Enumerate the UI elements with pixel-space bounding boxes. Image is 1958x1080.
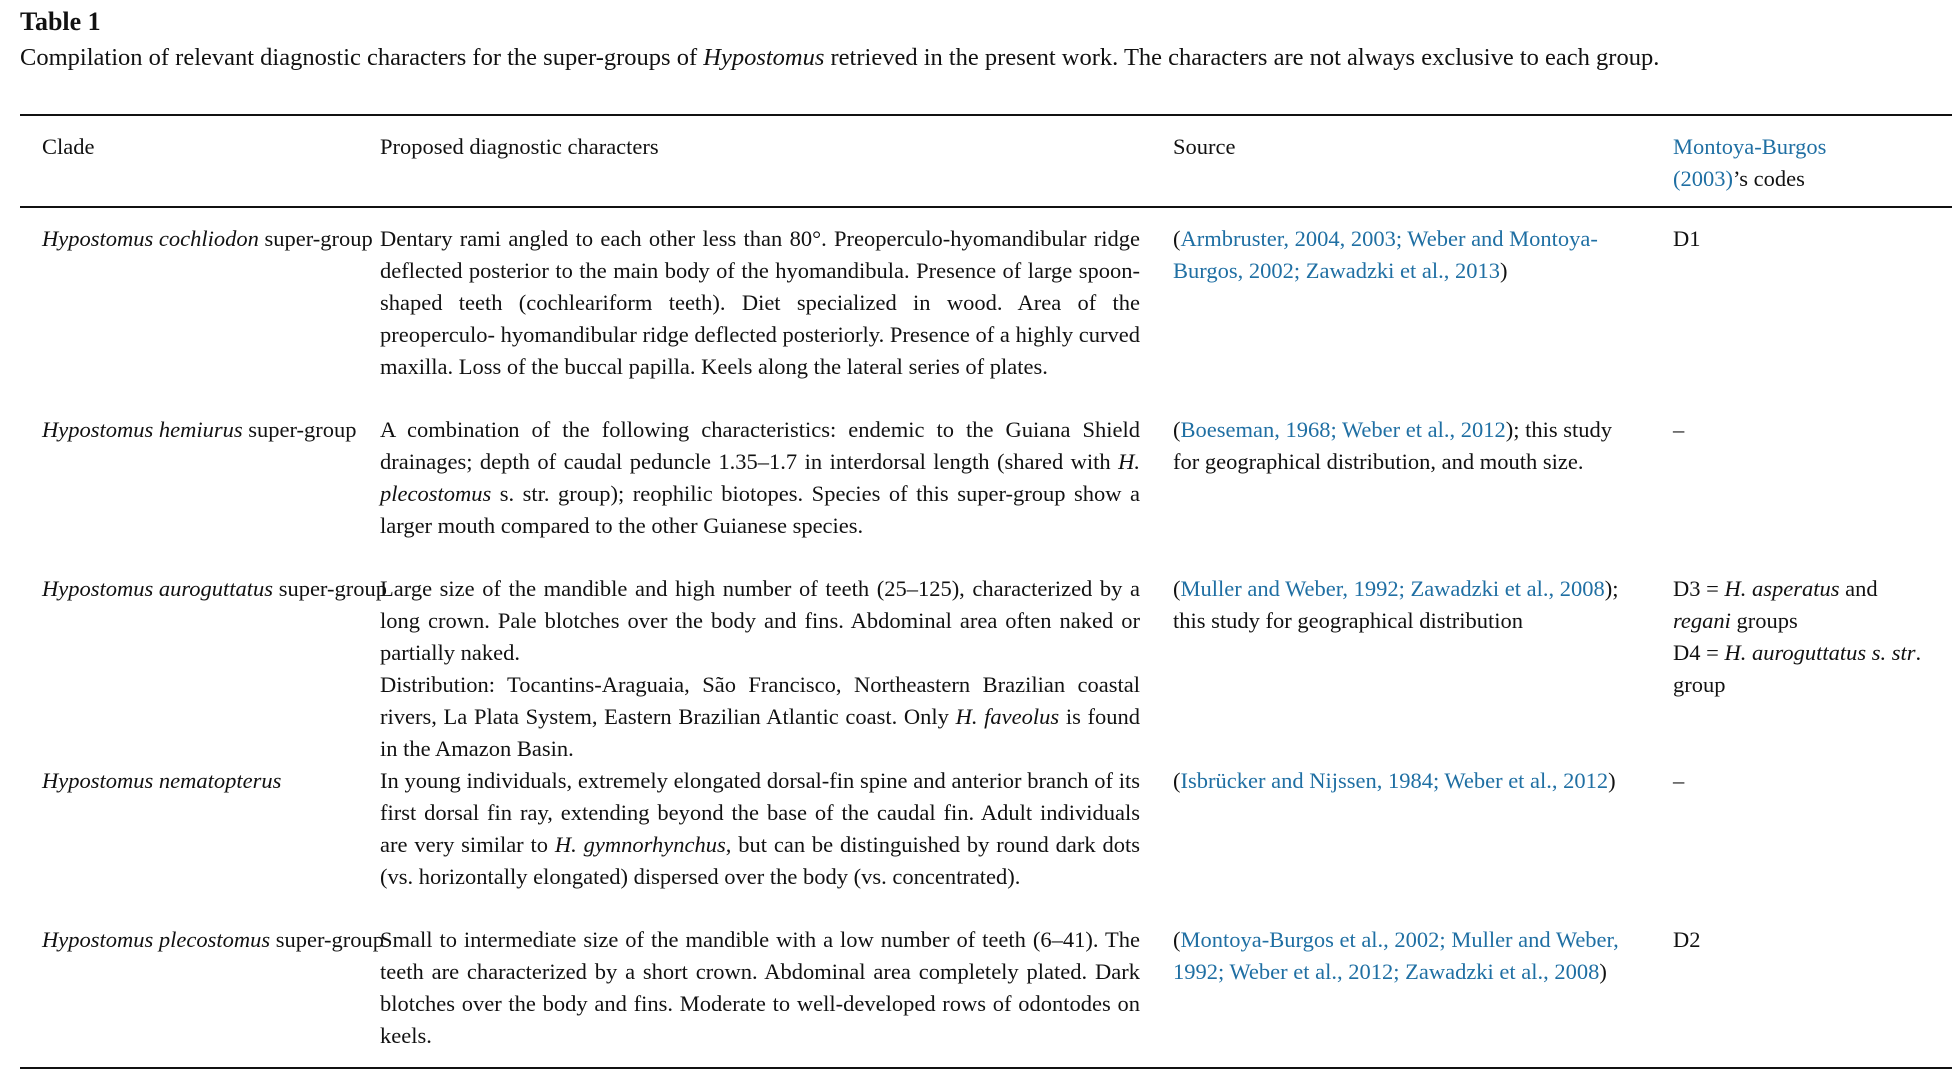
row-3-code-d3-group: regani (1673, 608, 1731, 633)
row-5-characters: Small to intermediate size of the mandible with a low number of teeth (6–41). The teeth are characterized by a short crown. Abdominal area completely plated. Dark blotches over the body and fins. Moderate to well-developed rows of odontodes on keels. (380, 927, 1140, 1048)
row-3-code-d3-species: H. asperatus (1724, 576, 1840, 601)
row-4-source-close: ) (1608, 768, 1616, 793)
row-3-distribution-pre: Distribution: Tocantins-Araguaia, São Francisco, Northeastern Brazilian coastal rivers, La Plata System, Eastern Brazilian Atlantic coast. Only (380, 672, 1140, 729)
row-2-characters-post: s. str. group); reophilic biotopes. Species of this super-group show a larger mouth compared to the other Guianese species. (380, 481, 1140, 538)
caption-text-post: retrieved in the present work. The characters are not always exclusive to each group. (824, 44, 1660, 71)
row-2-source-refs[interactable]: Boeseman, 1968; Weber et al., 2012 (1180, 417, 1506, 442)
row-3-code-d4-pre: D4 = (1673, 640, 1725, 665)
row-2-characters-pre: A combination of the following characteristics: endemic to the Guiana Shield drainages; depth of caudal peduncle 1.35–1.7 in interdorsal length (shared with (380, 417, 1140, 474)
row-1-code: D1 (1673, 226, 1701, 251)
row-4-source-refs[interactable]: Isbrücker and Nijssen, 1984; Weber et al., 2012 (1180, 768, 1609, 793)
row-4-clade (42, 765, 396, 797)
row-2-clade-suffix: super-group (242, 417, 357, 442)
row-3-clade-suffix: super-group (273, 576, 387, 601)
row-3-code-d4-species: H. auroguttatus s. str (1724, 640, 1916, 665)
row-3-code-d4-post: . group (1673, 640, 1922, 697)
row-5-clade (42, 924, 396, 956)
row-3-code-d3 (1673, 573, 1935, 637)
header-codes-link[interactable]: Montoya-Burgos (2003) (1673, 134, 1827, 191)
row-5-source (1173, 924, 1643, 988)
row-2-clade-name: Hypostomus hemiurus (42, 417, 243, 442)
row-1-clade-name: Hypostomus cochliodon (42, 226, 259, 251)
row-2-code: – (1673, 417, 1685, 442)
table-bottom-rule (20, 1067, 1952, 1069)
row-4-code: – (1673, 768, 1685, 793)
table-caption (20, 40, 1952, 75)
row-2-characters (380, 414, 1140, 542)
header-clade: Clade (42, 134, 95, 159)
row-3-code (1673, 573, 1935, 701)
row-2-source-close: ); this study for geographical distribution, and mouth size. (1173, 417, 1612, 474)
row-3-code-d3-mid: and (1839, 576, 1878, 601)
header-source: Source (1173, 134, 1236, 159)
row-3-characters (380, 573, 1140, 765)
row-4-characters (380, 765, 1140, 893)
table-header-rule (20, 206, 1952, 208)
row-3-source-refs[interactable]: Muller and Weber, 1992; Zawadzki et al., 2008 (1180, 576, 1605, 601)
row-2-clade (42, 414, 396, 446)
table-label: Table 1 (20, 7, 101, 36)
row-5-source-close: ) (1599, 959, 1607, 984)
row-1-source-close: ) (1500, 258, 1508, 283)
row-3-source (1173, 573, 1643, 637)
row-4-source-open: ( (1173, 768, 1181, 793)
row-3-distribution-species: H. faveolus (955, 704, 1060, 729)
row-5-source-open: ( (1173, 927, 1181, 952)
header-characters: Proposed diagnostic characters (380, 134, 659, 159)
table-top-rule (20, 114, 1952, 116)
row-5-clade-suffix: super-group (270, 927, 385, 952)
caption-genus: Hypostomus (703, 44, 825, 71)
row-3-distribution-post: is found in the Amazon Basin. (380, 704, 1141, 761)
row-5-code: D2 (1673, 927, 1701, 952)
caption-text-pre: Compilation of relevant diagnostic characters for the super-groups of (20, 44, 704, 71)
row-2-source (1173, 414, 1643, 478)
row-3-characters-distribution (380, 669, 1140, 765)
row-4-characters-post: , but can be distinguished by round dark dots (vs. horizontally elongated) dispersed over the body (vs. concentrated). (380, 832, 1140, 889)
row-4-clade-name: Hypostomus nematopterus (42, 768, 282, 793)
row-3-characters-morphology: Large size of the mandible and high number of teeth (25–125), characterized by a long crown. Pale blotches over the body and fins. Abdominal area often naked or partially naked. (380, 576, 1140, 665)
row-1-source-open: ( (1173, 226, 1181, 251)
row-1-clade (42, 223, 396, 255)
row-3-clade-name: Hypostomus auroguttatus (42, 576, 274, 601)
row-2-source-open: ( (1173, 417, 1181, 442)
row-5-clade-name: Hypostomus plecostomus (42, 927, 271, 952)
header-codes (1673, 131, 1873, 195)
row-1-source-refs[interactable]: Armbruster, 2004, 2003; Weber and Montoya-Burgos, 2002; Zawadzki et al., 2013 (1173, 226, 1598, 283)
row-3-clade (42, 573, 396, 605)
row-1-source (1173, 223, 1643, 287)
row-1-clade-suffix: super-group (258, 226, 373, 251)
row-3-code-d3-pre: D3 = (1673, 576, 1725, 601)
row-2-characters-species: H. plecostomus (380, 449, 1140, 506)
row-4-characters-species: H. gymnorhynchus (554, 832, 726, 857)
row-3-source-open: ( (1173, 576, 1181, 601)
row-1-characters: Dentary rami angled to each other less than 80°. Preoperculo-hyomandibular ridge deflected posterior to the main body of the hyomandibula. Presence of large spoon-shaped teeth (cochleariform teeth). Diet specialized in wood. Area of the preoperculo- hyomandibular ridge deflected posteriorly. Presence of a highly curved maxilla. Loss of the buccal papilla. Keels along the lateral series of plates. (380, 226, 1140, 379)
row-3-source-close: ); this study for geographical distribution (1173, 576, 1619, 633)
header-codes-suffix: ’s codes (1733, 166, 1805, 191)
row-4-characters-pre: In young individuals, extremely elongated dorsal-fin spine and anterior branch of its first dorsal fin ray, extending beyond the base of the caudal fin. Adult individuals are very similar to (380, 768, 1140, 857)
row-5-source-refs[interactable]: Montoya-Burgos et al., 2002; Muller and Weber, 1992; Weber et al., 2012; Zawadzki et al., 2008 (1173, 927, 1619, 984)
row-4-source (1173, 765, 1643, 797)
row-3-code-d3-post: groups (1730, 608, 1798, 633)
row-3-code-d4 (1673, 637, 1935, 701)
